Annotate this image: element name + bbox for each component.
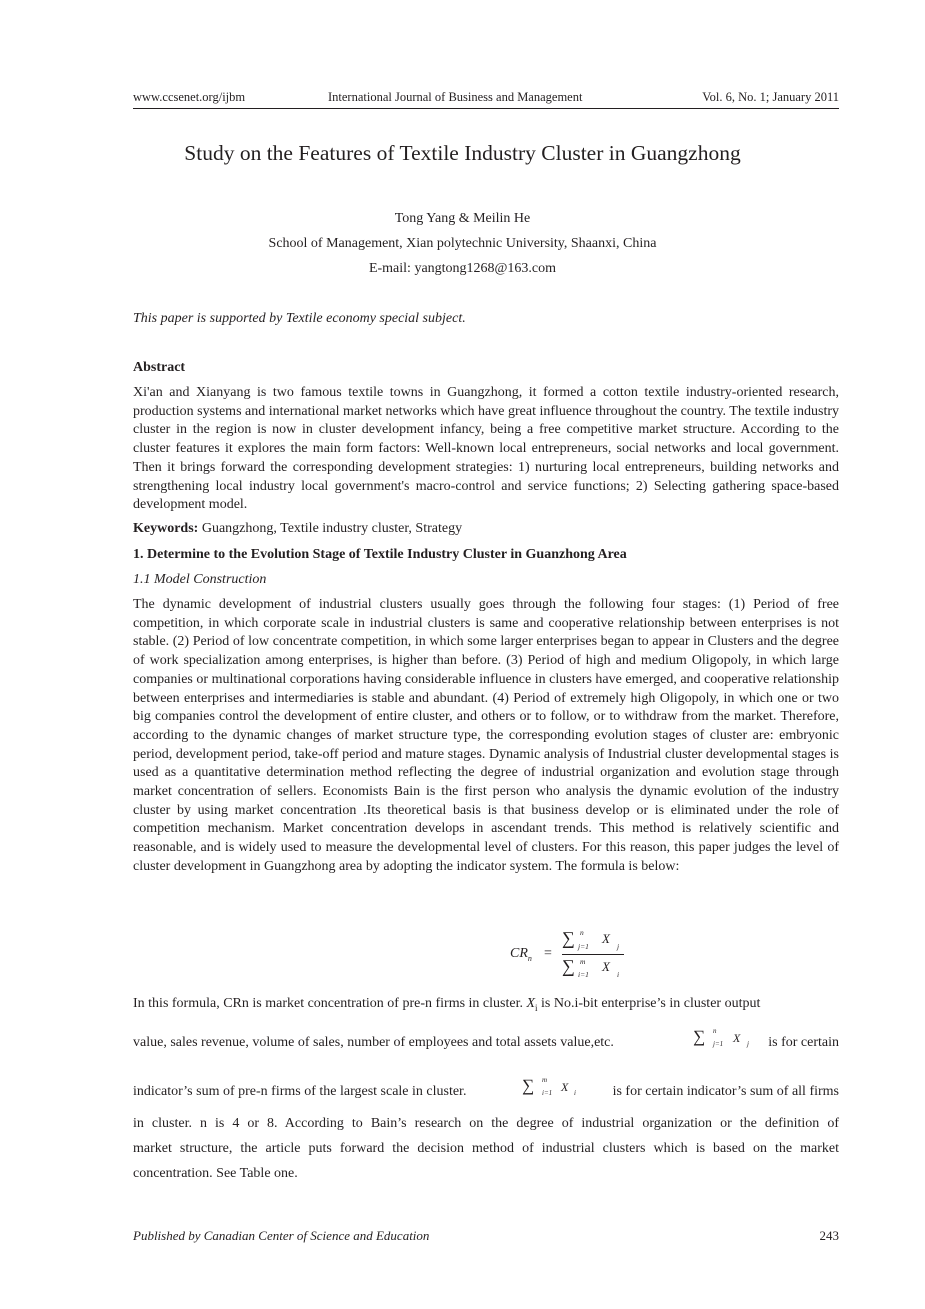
denominator-var-sub: i	[617, 970, 620, 979]
authors: Tong Yang & Meilin He	[394, 211, 531, 226]
abstract-text: Xi'an and Xianyang is two famous textile towns in Guangzhong, it formed a cotton textile industry-oriented research, production systems and international market networks which have great influence throughout the country. The textile industry cluster in the region is now in cluster development infancy, being a free competitive market structure. According to the cluster features it explores the main form factors: Well-known local entrepreneurs, social networks and local government. Then it brings forward the corresponding development strategies: 1) nurturing local entrepreneurs, building networks and strengthening local industry local government's macro-control and service functions; 2) Selecting gathering space-based development model.	[133, 385, 839, 513]
sum-all-firms: ∑ m i=1 X i	[522, 1076, 576, 1097]
journal-volume: Vol. 6, No. 1; January 2011	[702, 90, 839, 104]
var-xi: X	[526, 996, 536, 1011]
keywords-label: Keywords:	[133, 521, 199, 536]
running-header	[133, 90, 839, 109]
explanation-line-2-end: is for certain	[768, 1035, 839, 1050]
explanation-line-1: In this formula, CRn is market concentration of pre-n firms in cluster. $X_i$ is No.i-bit enterprise’s in cluster output	[133, 996, 761, 1013]
abstract-heading: Abstract	[133, 360, 186, 375]
explanation-line-5: market structure, the article puts forward the decision method of industrial clusters which is based on the market	[133, 1141, 839, 1156]
sum-pre-n-firms: ∑ n j=1 X j	[693, 1027, 749, 1048]
page-number: 243	[819, 1228, 839, 1243]
journal-url: www.ccsenet.org/ijbm	[133, 90, 246, 104]
section-1-heading: 1. Determine to the Evolution Stage of Textile Industry Cluster in Guanzhong Area	[133, 547, 627, 562]
numerator-var-sub: j	[617, 942, 620, 951]
formula-lhs: $CR_n$	[510, 946, 532, 963]
affiliation: School of Management, Xian polytechnic University, Shaanxi, China	[268, 236, 657, 251]
denominator-sigma: ∑	[562, 956, 575, 976]
keywords-text: Guangzhong, Textile industry cluster, Strategy	[198, 521, 463, 536]
explanation-line-6: concentration. See Table one.	[133, 1166, 298, 1181]
subsection-1-1-heading: 1.1 Model Construction	[133, 572, 267, 587]
explanation-line-2: value, sales revenue, volume of sales, number of employees and total assets value,etc.	[133, 1035, 614, 1050]
footer-publisher: Published by Canadian Center of Science and Education	[133, 1228, 430, 1243]
fraction-bar	[562, 954, 624, 955]
explanation-line-3-end: is for certain indicator’s sum of all firms	[612, 1084, 839, 1099]
denominator-upper: m	[580, 957, 586, 966]
denominator-var: X	[602, 959, 610, 974]
numerator-var: X	[602, 931, 610, 946]
explanation-line-4: in cluster. n is 4 or 8. According to Bain’s research on the degree of industrial organization or the definition of	[133, 1116, 839, 1131]
paper-title: Study on the Features of Textile Industry Cluster in Guangzhong	[184, 141, 741, 165]
formula-equals: =	[544, 946, 552, 961]
numerator-lower: j=1	[578, 942, 589, 951]
denominator-lower: i=1	[578, 970, 589, 979]
numerator-upper: n	[580, 928, 584, 937]
keywords	[133, 521, 462, 537]
email: E-mail: yangtong1268@163.com	[368, 261, 557, 276]
section-1-paragraph: The dynamic development of industrial clusters usually goes through the following four stages: (1) Period of free competition, in which corporate scale in industrial clusters is same and cooperative relationship between enterprises is not stable. (2) Period of low concentrate competition, in which some larger enterprises began to appear in Clusters and the degree of work specialization among enterprises, is higher than before. (3) Period of high and medium Oligopoly, in which large companies or multinational corporations having considerable influence in clusters have emerged, and cooperative relationship between enterprises and intermediaries is stable and abundant. (4) Period of extremely high Oligopoly, in which one or two big companies control the development of entire cluster, and others or to follow, or to withdraw from the market. Therefore, according to the dynamic changes of market structure type, the corresponding evolution stages of cluster are: embryonic period, development period, take-off period and mature stages. Dynamic analysis of Industrial cluster developmental stages is used as a quantitative determination method reflecting the degree of industrial organization and evolution stage through market concentration of sellers. Economists Bain is the first person who analysis the dynamic evolution of the industry cluster by using market concentration .Its theoretical basis is that business develop or is eliminated under the role of competition mechanism. Market concentration develops in ascendant trends. This method is relatively scientific and reasonable, and is widely used to measure the developmental level of clusters. For this reason, this paper judges the level of cluster development in Guangzhong area by adopting the indicator system. The formula is below:	[133, 597, 839, 874]
explanation-line-3: indicator’s sum of pre-n firms of the largest scale in cluster.	[133, 1084, 467, 1099]
journal-name: International Journal of Business and Management	[328, 90, 583, 104]
support-note: This paper is supported by Textile economy special subject.	[133, 311, 466, 326]
concentration-formula	[500, 928, 640, 984]
numerator-sigma: ∑	[562, 928, 575, 948]
